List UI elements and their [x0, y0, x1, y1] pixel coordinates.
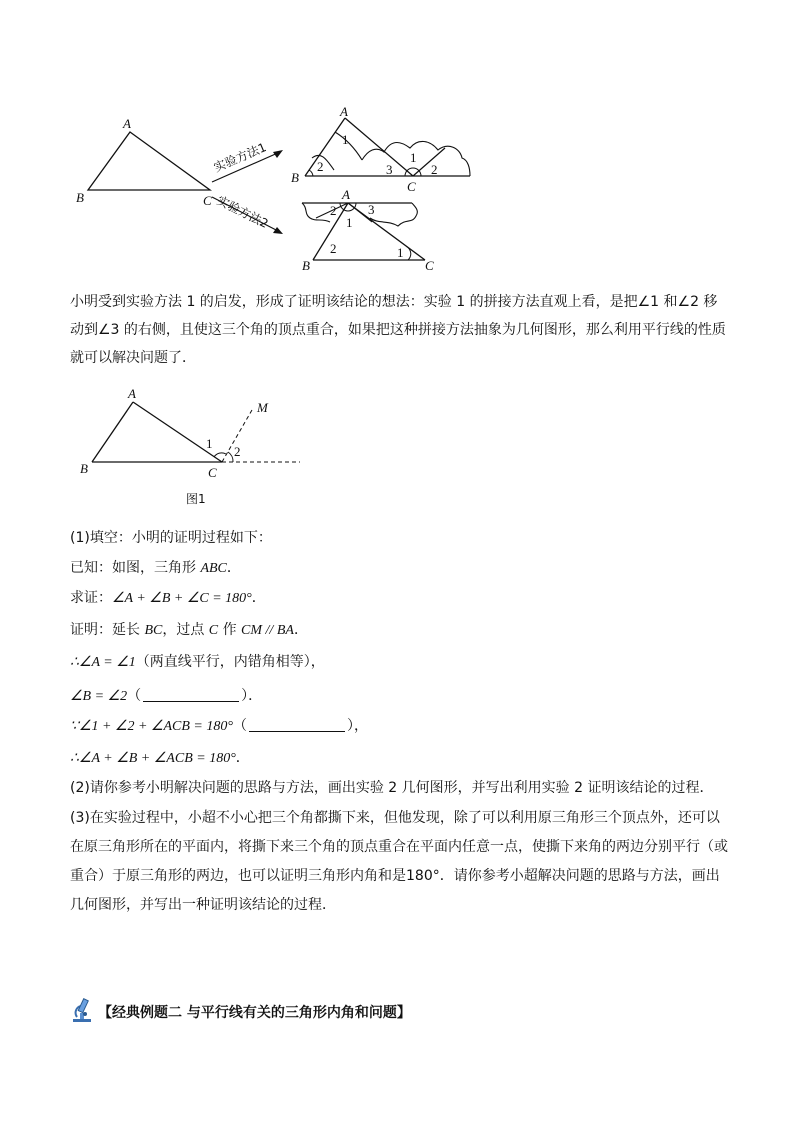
arrow-2-label: 实验方法2 [214, 193, 271, 231]
exp1-tear-1 [335, 132, 362, 160]
proof-label: 证明：延长 [70, 622, 145, 638]
fig1-side-ac [133, 402, 222, 462]
fig1-label-a: A [128, 386, 136, 401]
step1-math: ∴∠A = ∠1 [70, 655, 136, 670]
exp1-angle-1c: 1 [410, 150, 417, 165]
exp2-tear-c [406, 246, 411, 260]
step4-math: ∴∠A + ∠B + ∠ACB = 180° [70, 751, 236, 766]
label-c: C [203, 193, 212, 208]
fig1-angle-2: 2 [234, 444, 241, 459]
arrow-1-head [273, 150, 283, 158]
proof-c: C [208, 623, 219, 638]
exp2-label-c: C [425, 258, 434, 273]
exp2-angle-3: 3 [368, 202, 375, 217]
prove-end: ． [251, 590, 266, 606]
proof-end: ． [293, 622, 308, 638]
exp1-angle-1: 1 [342, 132, 349, 147]
step2-open: （ [127, 688, 142, 704]
label-a: A [123, 116, 131, 131]
exp1-side-ab [305, 118, 345, 176]
exp2-tear-right [370, 203, 417, 226]
proof-mid: ，过点 [162, 622, 209, 638]
proof-make: 作 [218, 622, 242, 638]
exp1-label-c: C [407, 179, 416, 194]
step-2 [70, 686, 262, 707]
step2-math: ∠B = ∠2 [70, 689, 128, 704]
figure-top [0, 0, 794, 280]
exp2-label-a: A [342, 187, 350, 202]
step3-math: ∵∠1 + ∠2 + ∠ACB = 180° [70, 719, 233, 734]
step2-close: ）． [241, 688, 263, 704]
example-heading [70, 998, 411, 1026]
step-4 [70, 748, 250, 769]
known-line [70, 558, 241, 579]
exp2-angle-1: 1 [397, 245, 404, 260]
step4-end: ． [235, 750, 250, 766]
label-b: B [76, 190, 84, 205]
step3-open: （ [232, 718, 247, 734]
fig1-angle-1: 1 [206, 436, 213, 451]
step-3 [70, 716, 368, 737]
exp2-tear-left [302, 203, 330, 222]
exp1-angle-2c: 2 [431, 162, 438, 177]
prove-line [70, 588, 266, 609]
known-label: 已知：如图，三角形 [70, 560, 201, 576]
fig1-arc-2 [228, 452, 233, 462]
proof-bc: BC [144, 623, 163, 638]
figure-1-caption: 图1 [186, 492, 206, 506]
fig1-label-b: B [80, 461, 88, 476]
figure-1 [0, 370, 794, 490]
blank-2[interactable] [249, 717, 345, 732]
exp2-angle-1top: 1 [346, 215, 353, 230]
prove-math: ∠A + ∠B + ∠C = 180° [112, 591, 252, 606]
arrow-1-label: 实验方法1 [211, 140, 269, 175]
exp1-angle-2: 2 [317, 159, 324, 174]
question-2: (2)请你参考小明解决问题的思路与方法，画出实验 2 几何图形，并写出利用实验 2 证明该结论的过程． [70, 780, 714, 796]
exp2-angle-2top: 2 [330, 203, 337, 218]
example-title: 【经典例题二 与平行线有关的三角形内角和问题】 [98, 1005, 411, 1021]
question-3: (3)在实验过程中，小超不小心把三个角都撕下来，但他发现，除了可以利用原三角形三个顶点外，还可以在原三角形所在的平面内，将撕下来三个角的顶点重合在平面内任意一点，使撕下来角的两边分别平行（或重合）于原三角形的两边，也可以证明三角形内角和是180°．请你参考小超解决问题的思路与方法，画出几何图形，并写出一种证明该结论的过程． [70, 810, 728, 913]
proof-cmba: CM // BA [241, 623, 294, 638]
fig1-side-ab [92, 402, 133, 462]
proof-line [70, 620, 308, 641]
paragraph-intro: 小明受到实验方法 1 的启发，形成了证明该结论的想法：实验 1 的拼接方法直观上看，是把∠1 和∠2 移动到∠3 的右侧，且使这三个角的顶点重合，如果把这种拼接方法抽象为几何图形，那么利用平行线的性质就可以解决问题了． [70, 294, 726, 366]
exp2-angle-2: 2 [330, 241, 337, 256]
fig1-label-m: M [257, 400, 268, 415]
exp1-arc-b [309, 170, 313, 176]
step1-text: （两直线平行，内错角相等）， [135, 654, 325, 670]
known-math: ABC [200, 561, 227, 576]
figure-top-svg [0, 0, 794, 280]
exp2-label-b: B [302, 258, 310, 273]
known-end: ． [226, 560, 241, 576]
prove-label: 求证： [70, 590, 112, 606]
exp1-label-a: A [340, 104, 348, 119]
q1-intro: (1)填空：小明的证明过程如下： [70, 530, 272, 546]
step-1 [70, 652, 325, 673]
fig1-label-c: C [208, 465, 217, 480]
arrow-2-head [273, 227, 283, 234]
figure-1-svg [0, 370, 794, 490]
exp1-side-ac [345, 118, 413, 176]
microscope-icon [70, 997, 94, 1027]
blank-1[interactable] [143, 687, 239, 702]
step3-close: ）， [346, 718, 368, 734]
exp1-angle-3: 3 [386, 162, 393, 177]
exp1-label-b: B [291, 170, 299, 185]
fig1-arc-1 [214, 453, 226, 457]
exp1-cut [413, 148, 445, 176]
triangle-abc [88, 132, 210, 190]
